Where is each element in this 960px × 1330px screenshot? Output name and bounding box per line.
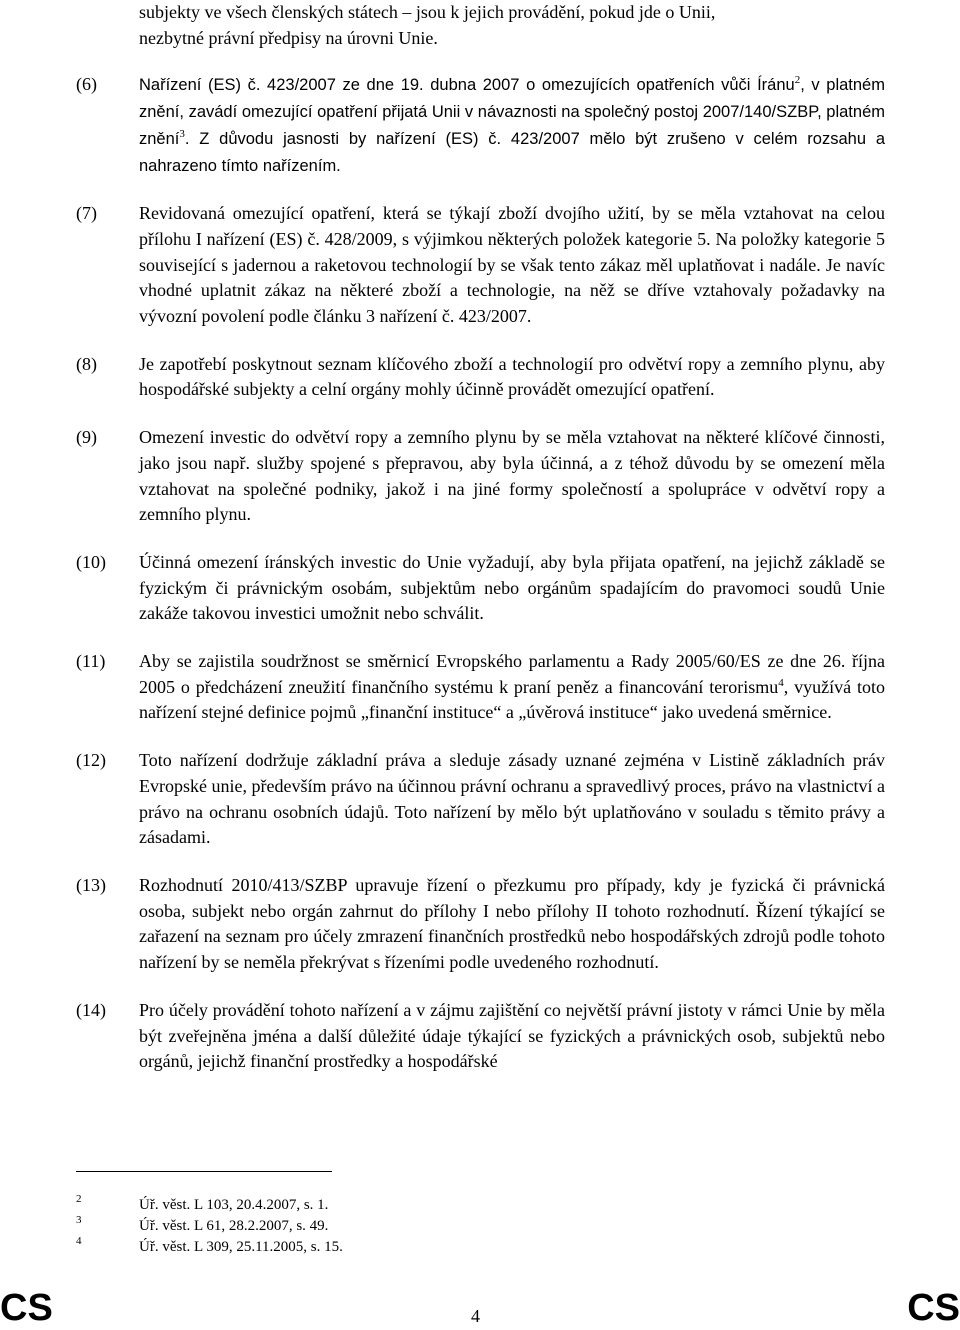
recital-6 <box>0 72 885 179</box>
recital-number: (10) <box>76 551 106 572</box>
recital-number: (8) <box>76 353 97 374</box>
recital-number: (11) <box>76 651 106 672</box>
recital-number: (14) <box>76 999 106 1020</box>
recital-text-part-b: , v platném znění, zavádí omezující opatření přijatá Unii v návaznosti na společný postoj 2007/140/SZBP, platném znění <box>139 76 885 148</box>
footnote-number: 4 <box>76 1235 82 1247</box>
recital-12 <box>0 748 885 851</box>
continued-line-2: nezbytné právní předpisy na úrovni Unie. <box>139 27 438 48</box>
footnote-divider <box>76 1171 332 1172</box>
recital-text-part-a: Nařízení (ES) č. 423/2007 ze dne 19. dubna 2007 o omezujících opatřeních vůči Íránu <box>139 76 795 95</box>
footnote <box>76 1237 776 1258</box>
recital-text-part-b: , využívá toto nařízení stejné definice pojmů „finanční instituce“ a „úvěrová instituce“ jako uvedená směrnice. <box>139 676 886 723</box>
recital-10 <box>0 550 885 627</box>
footnote-ref: 2 <box>794 74 801 87</box>
recital-number: (9) <box>76 427 97 448</box>
recital-text-part-c: . Z důvodu jasnosti by nařízení (ES) č. 423/2007 mělo být zrušeno v celém rozsahu a nahrazeno tímto nařízením. <box>139 129 885 175</box>
footnote-ref: 4 <box>778 676 784 689</box>
recital-13 <box>0 873 885 976</box>
recital-text: Revidovaná omezující opatření, která se týkají zboží dvojího užití, by se měla vztahovat na celou přílohu I nařízení (ES) č. 428/2009, s výjimkou některých položek kategorie 5. Na položky kategorie 5 související s jadernou a raketovou technologií by se však tento zákaz měl uplatňovat i nadále. Je navíc vhodné uplatnit zákaz na některé zboží a technologie, na něž se dříve vztahovaly požadavky na vývozní povolení podle článku 3 nařízení č. 423/2007. <box>139 203 885 327</box>
continued-paragraph <box>139 0 885 51</box>
footer-language-code-right: CS <box>907 1287 960 1329</box>
recital-text: Účinná omezení íránských investic do Unie vyžadují, aby byla přijata opatření, na jejichž základě se fyzickým či právnickým osobám, subjektům nebo orgánům spadajícím do pravomoci soudů Unie zakáže takovou investici umožnit nebo schválit. <box>139 551 885 624</box>
recital-text: Toto nařízení dodržuje základní práva a sleduje zásady uznané zejména v Listině základních práv Evropské unie, především právo na účinnou právní ochranu a spravedlivý proces, právo na vlastnictví a právo na ochranu osobních údajů. Toto nařízení by mělo být uplatňováno v souladu s těmito právy a zásadami. <box>139 750 885 848</box>
page-number: 4 <box>471 1306 480 1326</box>
recital-text <box>139 72 885 179</box>
footnote-text: Úř. věst. L 103, 20.4.2007, s. 1. <box>139 1197 329 1213</box>
footnote-number: 3 <box>76 1214 82 1226</box>
recital-number: (7) <box>76 203 97 224</box>
recital-text: Pro účely provádění tohoto nařízení a v zájmu zajištění co největší právní jistoty v rámci Unie by měla být zveřejněna jména a další důležité údaje týkající se fyzických a právnických osob, subjektů nebo orgánů, jejichž finanční prostředky a hospodářské <box>139 999 885 1072</box>
recital-9 <box>0 425 885 528</box>
recital-text <box>139 649 885 726</box>
footnotes <box>76 1195 776 1258</box>
footnote-number: 2 <box>76 1193 82 1205</box>
footnote <box>76 1195 776 1216</box>
footer-language-code-left: CS <box>0 1287 53 1329</box>
recital-8 <box>0 352 885 403</box>
footnote-text: Úř. věst. L 61, 28.2.2007, s. 49. <box>139 1218 329 1234</box>
footnote-text: Úř. věst. L 309, 25.11.2005, s. 15. <box>139 1239 343 1255</box>
recital-number: (6) <box>76 74 97 95</box>
recital-number: (13) <box>76 874 106 895</box>
footnote-ref: 3 <box>179 127 185 140</box>
recital-text: Rozhodnutí 2010/413/SZBP upravuje řízení o přezkumu pro případy, kdy je fyzická či právnická osoba, subjekt nebo orgán zahrnut do přílohy I nebo přílohy II tohoto rozhodnutí. Řízení týkající se zařazení na seznam pro účely zmrazení finančních prostředků nebo hospodářských zdrojů podle tohoto nařízení by se neměla překrývat s řízeními podle uvedeného rozhodnutí. <box>139 874 885 973</box>
recital-7 <box>0 201 885 330</box>
continued-line-1: subjekty ve všech členských státech – jsou k jejich provádění, pokud jde o Unii, <box>139 2 716 22</box>
footnote <box>76 1216 776 1237</box>
recital-text-part-a: Aby se zajistila soudržnost se směrnicí Evropského parlamentu a Rady 2005/60/ES ze dne 26. října 2005 o předcházení zneužití finančního systému k praní peněz a financování terorismu <box>139 651 885 697</box>
recital-text: Je zapotřebí poskytnout seznam klíčového zboží a technologií pro odvětví ropy a zemního plynu, aby hospodářské subjekty a celní orgány mohly účinně provádět omezující opatření. <box>139 353 885 400</box>
recital-11 <box>0 649 885 726</box>
recital-number: (12) <box>76 750 106 771</box>
recital-14 <box>0 998 885 1075</box>
recital-text: Omezení investic do odvětví ropy a zemního plynu by se měla vztahovat na některé klíčové činnosti, jako jsou např. služby spojené s přepravou, aby byla účinná, a z téhož důvodu by se omezení měla vztahovat na společné podniky, jakož i na jiné formy společností a spolupráce v odvětví ropy a zemního plynu. <box>139 427 885 525</box>
